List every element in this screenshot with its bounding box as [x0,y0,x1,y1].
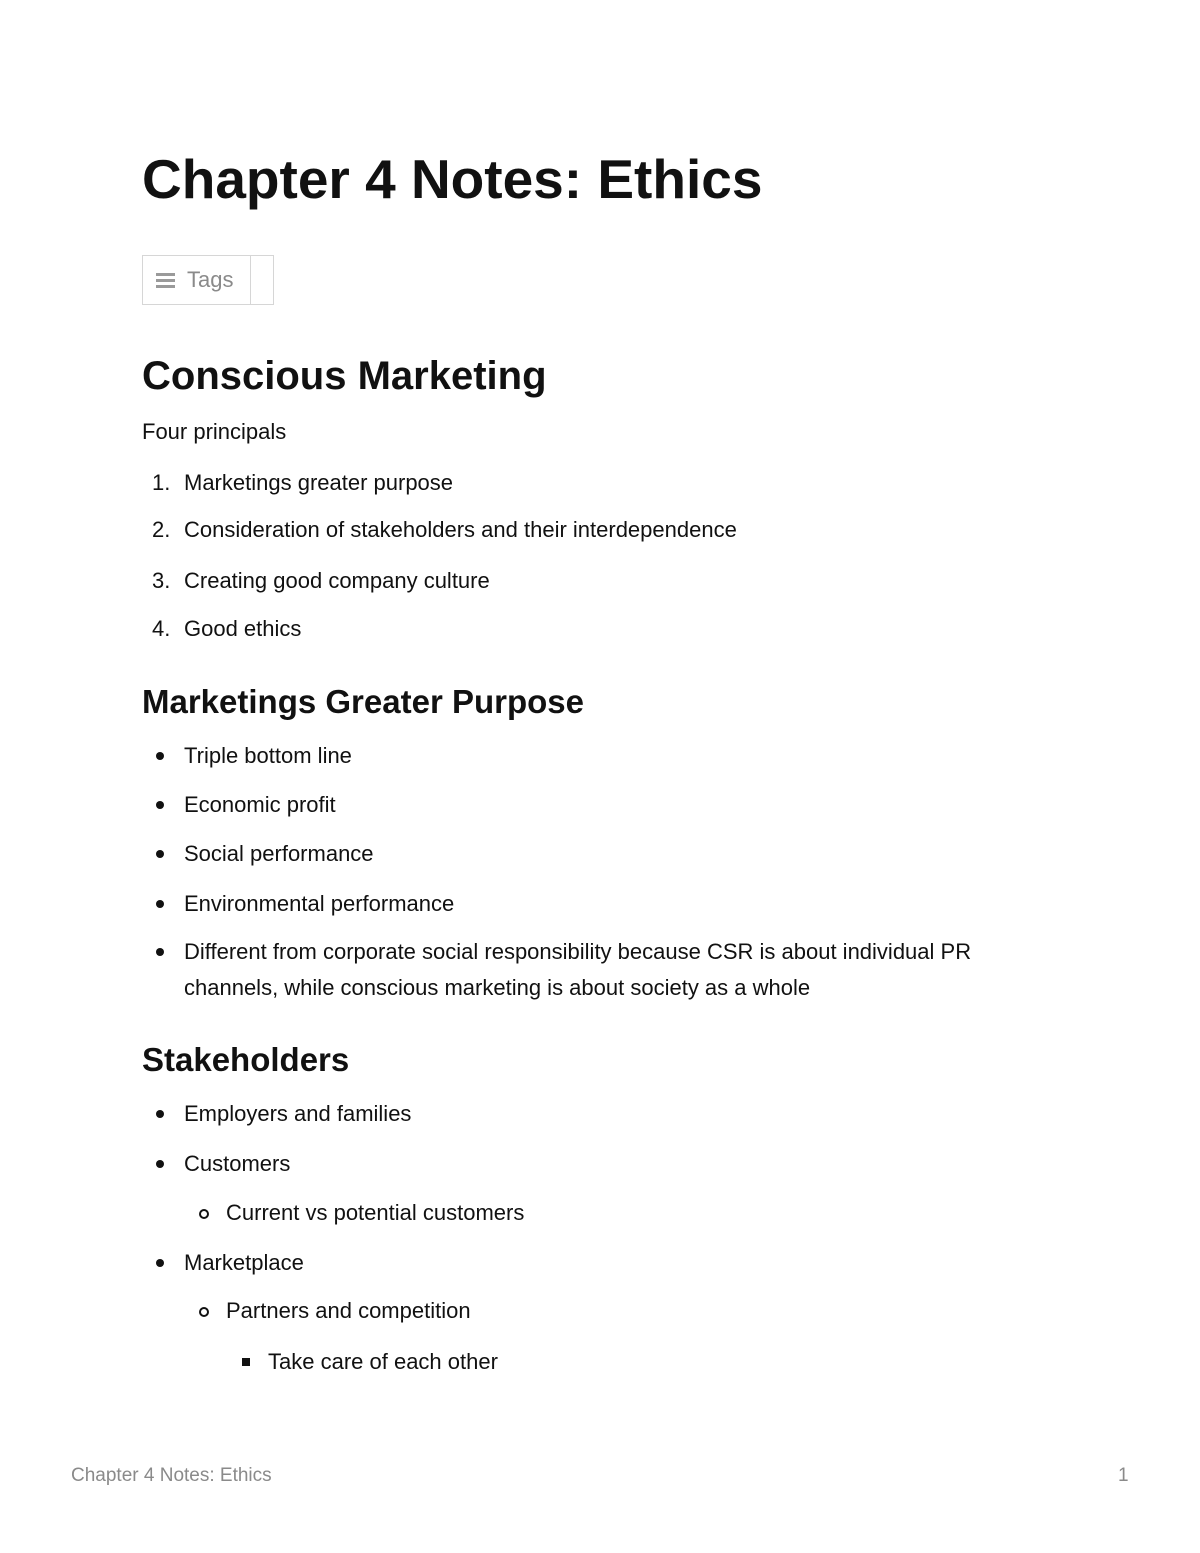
list-item: Consideration of stakeholders and their interdependence [184,517,737,542]
bullet-circle-icon [199,1209,209,1219]
list-number: 4. [152,616,171,641]
tags-value-cell[interactable] [251,256,273,304]
list-item: Economic profit [184,792,336,817]
list-item: Environmental performance [184,891,455,916]
list-item-nested: Current vs potential customers [226,1200,525,1225]
bullet-disc-icon [156,801,164,809]
list-item: Employers and families [184,1101,412,1126]
footer-title: Chapter 4 Notes: Ethics [71,1465,272,1486]
bullet-disc-icon [156,752,164,760]
paragraph-four-principals: Four principals [142,419,287,444]
bullet-disc-icon [156,850,164,858]
tags-property[interactable] [142,255,274,305]
list-number: 3. [152,568,171,593]
list-item: Creating good company culture [184,568,490,593]
list-number: 1. [152,470,171,495]
list-item: Triple bottom line [184,743,352,768]
page-number: 1 [1118,1465,1129,1486]
list-item-nested: Partners and competition [226,1298,471,1323]
section-heading-stakeholders: Stakeholders [142,1041,350,1078]
bullet-circle-icon [199,1307,209,1317]
bullet-square-icon [242,1358,250,1366]
bullet-disc-icon [156,1110,164,1118]
page-title: Chapter 4 Notes: Ethics [142,148,763,210]
tags-label: Tags [187,267,234,292]
list-item-nested-2: Take care of each other [268,1349,498,1374]
tags-label-cell [143,256,251,304]
bullet-disc-icon [156,1160,164,1168]
list-item: Customers [184,1151,291,1176]
list-item: Different from corporate social responsibility because CSR is about individual PR channels, while conscious marketing is about society as a whole [184,939,972,1000]
section-heading-greater-purpose: Marketings Greater Purpose [142,683,584,720]
bullet-disc-icon [156,900,164,908]
list-item: Good ethics [184,616,302,641]
list-item: Marketplace [184,1250,304,1275]
list-item: Marketings greater purpose [184,470,454,495]
list-number: 2. [152,517,171,542]
bullet-disc-icon [156,1259,164,1267]
list-item: Social performance [184,841,374,866]
bullet-disc-icon [156,948,164,956]
section-heading-conscious-marketing: Conscious Marketing [142,354,547,398]
list-icon [156,273,175,288]
